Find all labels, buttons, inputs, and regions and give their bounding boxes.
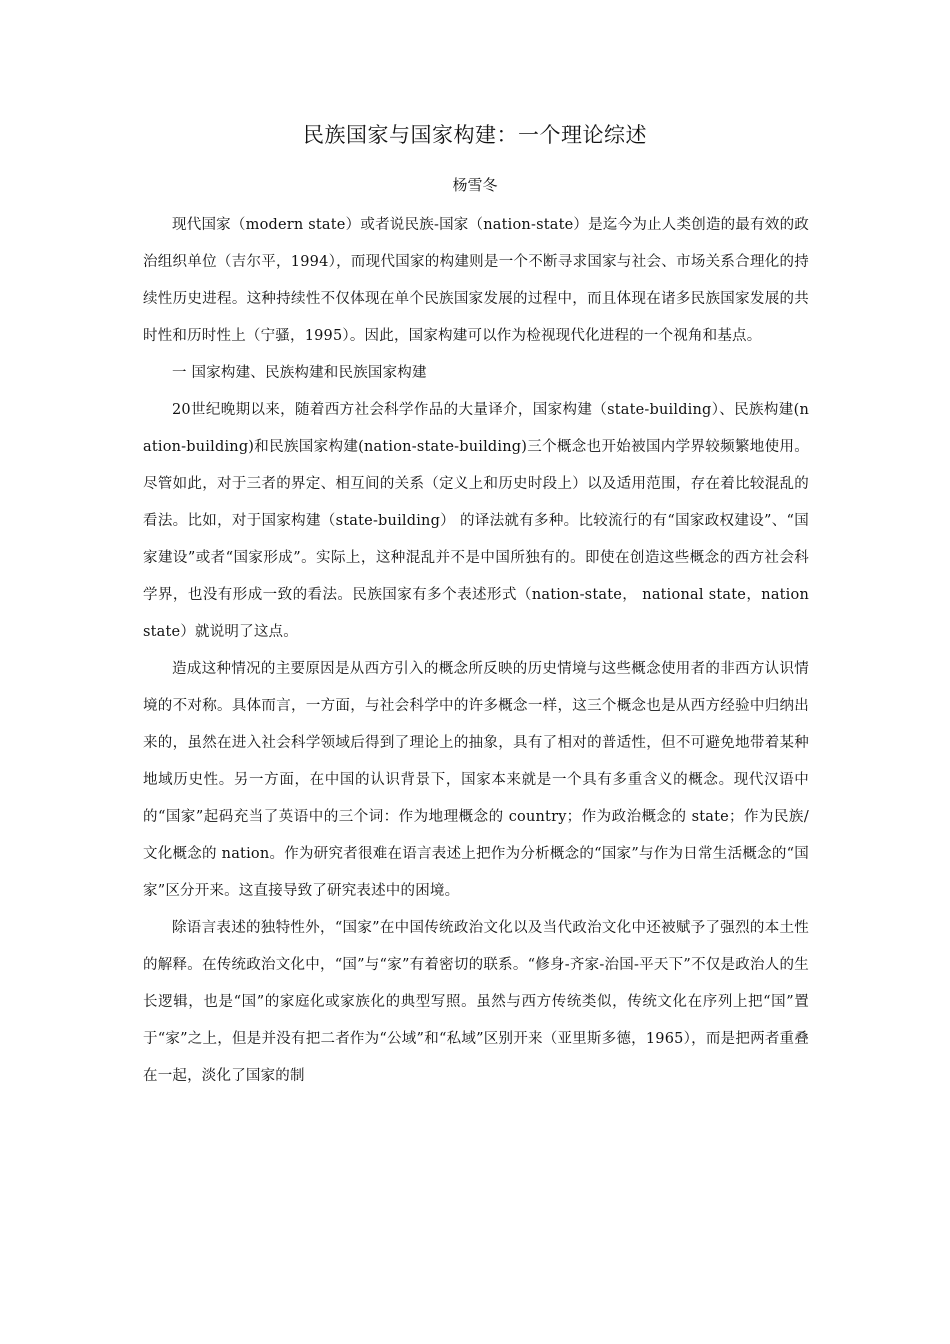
- section-heading: 一 国家构建、民族构建和民族国家构建: [172, 365, 427, 381]
- paragraph-reasons: 造成这种情况的主要原因是从西方引入的概念所反映的历史情境与这些概念使用者的非西方认识情境的不对称。具体而言，一方面，与社会科学中的许多概念一样，这三个概念也是从西方经验中归纳出来的，虽然在进入社会科学领域后得到了理论上的抽象，具有了相对的普适性，但不可避免地带着某种地域历史性。另一方面，在中国的认识背景下，国家本来就是一个具有多重含义的概念。现代汉语中的“国家”起码充当了英语中的三个词：作为地理概念的 country；作为政治概念的 state；作为民族/文化概念的 nation。作为研究者很难在语言表述上把作为分析概念的“国家”与作为日常生活概念的“国家”区分开来。这直接导致了研究表述中的困境。: [143, 661, 809, 899]
- document-author: 杨雪冬: [452, 176, 498, 194]
- paragraph-tradition: 除语言表述的独特性外，“国家”在中国传统政治文化以及当代政治文化中还被赋予了强烈的本土性的解释。在传统政治文化中，“国”与“家”有着密切的联系。“修身-齐家-治国-平天下”不仅是政治人的生长逻辑，也是“国”的家庭化或家族化的典型写照。虽然与西方传统类似，传统文化在序列上把“国”置于“家”之上，但是并没有把二者作为“公域”和“私域”区别开来（亚里斯多德，1965），而是把两者重叠在一起，淡化了国家的制: [143, 920, 809, 1084]
- document-body: [143, 207, 809, 1095]
- paragraph-intro: 现代国家（modern state）或者说民族-国家（nation-state）是迄今为止人类创造的最有效的政治组织单位（吉尔平，1994），而现代国家的构建则是一个不断寻求国家与社会、市场关系合理化的持续性历史进程。这种持续性不仅体现在单个民族国家发展的过程中，而且体现在诸多民族国家发展的共时性和历时性上（宁骚，1995）。因此，国家构建可以作为检视现代化进程的一个视角和基点。: [143, 217, 809, 344]
- document-title: 民族国家与国家构建：一个理论综述: [303, 123, 647, 147]
- paragraph-concepts: 20世纪晚期以来，随着西方社会科学作品的大量译介，国家构建（state-building）、民族构建(nation-building)和民族国家构建(nation-state-building)三个概念也开始被国内学界较频繁地使用。尽管如此，对于三者的界定、相互间的关系（定义上和历史时段上）以及适用范围，存在着比较混乱的看法。比如，对于国家构建（state-building） 的译法就有多种。比较流行的有“国家政权建设”、“国家建设”或者“国家形成”。实际上，这种混乱并不是中国所独有的。即使在创造这些概念的西方社会科学界，也没有形成一致的看法。民族国家有多个表述形式（nation-state， national state，nation state）就说明了这点。: [143, 402, 809, 640]
